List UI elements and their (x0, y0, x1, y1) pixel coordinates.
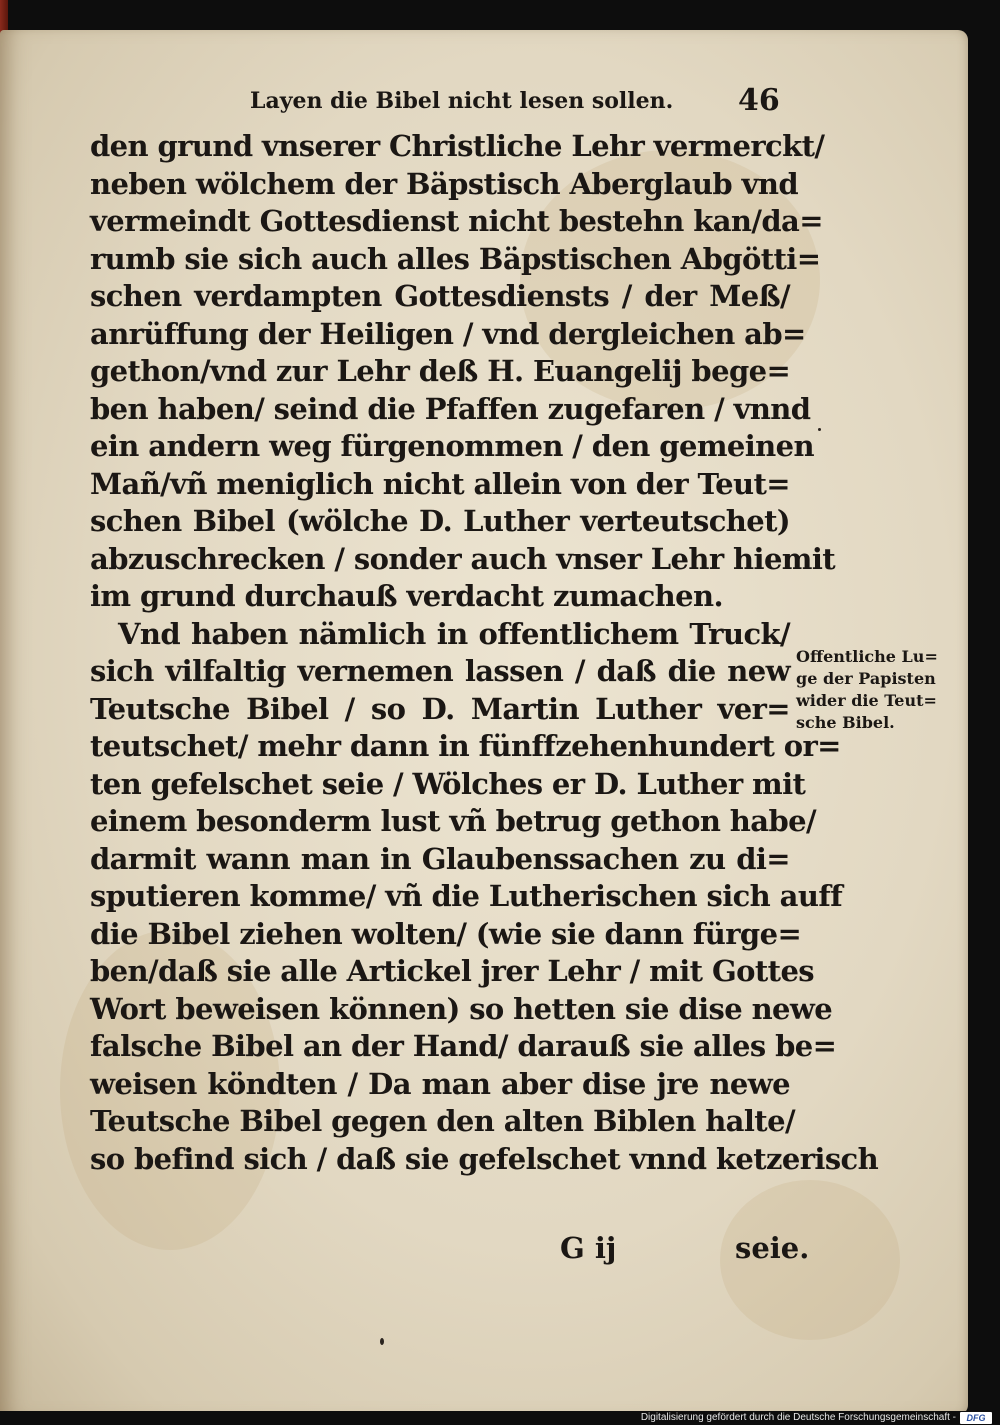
text-line: den grund vnserer Christliche Lehr vermerckt/ (90, 129, 825, 163)
text-line: Teutsche Bibel / so D. Martin Luther ver= (90, 691, 790, 726)
text-line: falsche Bibel an der Hand/ darauß sie alles be= (90, 1029, 837, 1063)
text-line: darmit wann man in Glaubenssachen zu di= (90, 841, 790, 876)
dfg-logo: DFG (960, 1412, 992, 1424)
text-line: Wort beweisen können) so hetten sie dise newe (90, 991, 833, 1026)
ink-speck (818, 428, 821, 431)
text-line: schen Bibel (wölche D. Luther verteutschet) (90, 504, 790, 538)
signature-mark: G ij (560, 1231, 617, 1265)
text-line: ein andern weg fürgenommen / den gemeinen (90, 429, 814, 463)
marginal-note-line: Offentliche Lu= (796, 647, 938, 666)
text-line: Mañ/vñ meniglich nicht allein von der Teut= (90, 466, 790, 501)
text-line: ben haben/ seind die Pfaffen zugefaren / vnnd (90, 391, 811, 426)
funding-credit: Digitalisierung gefördert durch die Deutsche Forschungsgemeinschaft - (640, 1412, 956, 1423)
marginal-note-line: wider die Teut= (796, 691, 937, 710)
text-line: abzuschrecken / sonder auch vnser Lehr hiemit (90, 541, 836, 576)
text-line: ben/daß sie alle Artickel jrer Lehr / mit Gottes (90, 954, 815, 988)
text-line: neben wölchem der Bäpstisch Aberglaub vnd (90, 166, 798, 201)
text-line: sputieren komme/ vñ die Lutherischen sich auff (90, 879, 843, 913)
marginal-note-line: sche Bibel. (796, 713, 895, 732)
text-line: vermeindt Gottesdienst nicht bestehn kan/da= (90, 204, 823, 238)
text-line: teutschet/ mehr dann in fünffzehenhundert or= (90, 729, 841, 763)
text-line: einem besonderm lust vñ betrug gethon habe/ (90, 804, 816, 838)
text-line: anrüffung der Heiligen / vnd dergleichen ab= (90, 316, 806, 351)
running-head: Layen die Bibel nicht lesen sollen. (250, 88, 674, 114)
text-line: ten gefelschet seie / Wölches er D. Luther mit (90, 766, 806, 801)
text-line: Teutsche Bibel gegen den alten Biblen halte/ (90, 1104, 795, 1138)
text-line: sich vilfaltig vernemen lassen / daß die new (90, 654, 790, 688)
text-line: Vnd haben nämlich in offentlichem Truck/ (118, 616, 790, 651)
text-line: rumb sie sich auch alles Bäpstischen Abgötti= (90, 241, 821, 276)
marginal-note (796, 646, 966, 734)
text-line: die Bibel ziehen wolten/ (wie sie dann fürge= (90, 916, 802, 951)
catchword: seie. (735, 1231, 810, 1265)
text-line: schen verdampten Gottesdiensts / der Meß/ (90, 279, 790, 313)
text-line: weisen köndten / Da man aber dise jre newe (90, 1066, 790, 1101)
ink-speck (380, 1338, 384, 1345)
text-line: im grund durchauß verdacht zumachen. (90, 579, 723, 613)
text-line: so befind sich / daß sie gefelschet vnnd ketzerisch (90, 1141, 879, 1176)
marginal-note-line: ge der Papisten (796, 669, 936, 688)
page-number: 46 (738, 83, 780, 118)
text-line: gethon/vnd zur Lehr deß H. Euangelij bege= (90, 354, 791, 388)
